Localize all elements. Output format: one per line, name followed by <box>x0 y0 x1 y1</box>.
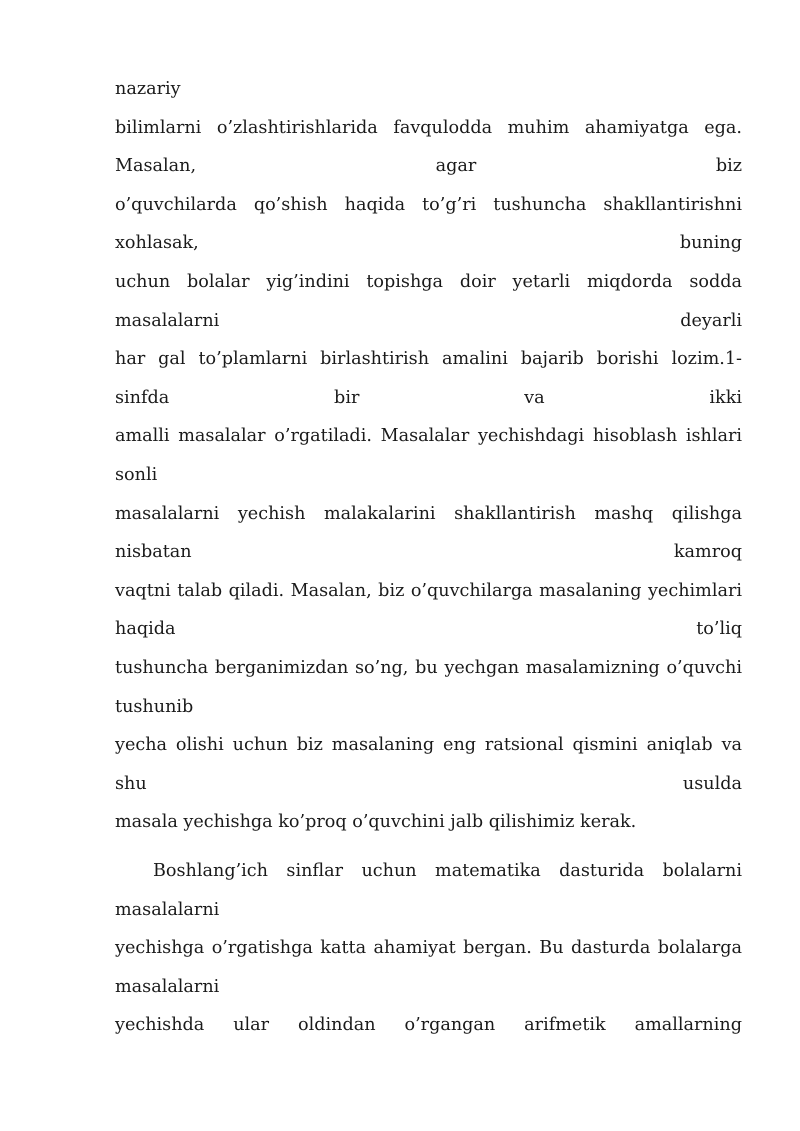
text-line: shu usulda <box>115 773 742 794</box>
text-line: Masalan, agar biz <box>115 156 742 177</box>
text-line: masalalarni deyarli <box>115 310 742 331</box>
text-line: nazariy <box>115 79 181 99</box>
text-line: yechishga o’rgatishga katta ahamiyat bergan. Bu dasturda bolalarga <box>115 938 742 959</box>
text-line: tushuncha berganimizdan so’ng, bu yechgan masalamizning o’quvchi <box>115 657 742 678</box>
text-line: amalli masalalar o’rgatiladi. Masalalar yechishdagi hisoblash ishlari <box>115 426 742 447</box>
paragraph-1 <box>115 70 742 842</box>
text-line: Boshlang’ich sinflar uchun matematika dasturida bolalarni <box>153 861 742 881</box>
text-line: yechishda ular oldindan o’rgangan arifmetik amallarning <box>115 1015 742 1036</box>
text-line: masalalarni <box>115 899 220 920</box>
paragraph-2 <box>115 852 742 1045</box>
text-line: vaqtni talab qiladi. Masalan, biz o’quvchilarga masalaning yechimlari <box>115 580 742 601</box>
text-line: uchun bolalar yig’indini topishga doir yetarli miqdorda sodda <box>115 271 742 292</box>
text-line: yecha olishi uchun biz masalaning eng ratsional qismini aniqlab va <box>115 735 742 756</box>
text-line: masalalarni yechish malakalarini shakllantirish mashq qilishga <box>115 503 742 524</box>
text-line: masalalarni <box>115 976 220 997</box>
text-line: har gal to’plamlarni birlashtirish amalini bajarib borishi lozim.1- <box>115 349 742 370</box>
text-line: xohlasak, buning <box>115 233 742 254</box>
text-line: sinfda bir va ikki <box>115 387 742 408</box>
text-line: sonli <box>115 464 158 485</box>
text-line: tushunib <box>115 696 194 717</box>
text-line: bilimlarni o’zlashtirishlarida favqulodda muhim ahamiyatga ega. <box>115 117 742 138</box>
text-line: haqida to’liq <box>115 619 742 640</box>
text-line: o’quvchilarda qo’shish haqida to’g’ri tushuncha shakllantirishni <box>115 194 742 215</box>
text-line: nisbatan kamroq <box>115 542 742 563</box>
text-line: masala yechishga ko’proq o’quvchini jalb qilishimiz kerak. <box>115 812 637 833</box>
